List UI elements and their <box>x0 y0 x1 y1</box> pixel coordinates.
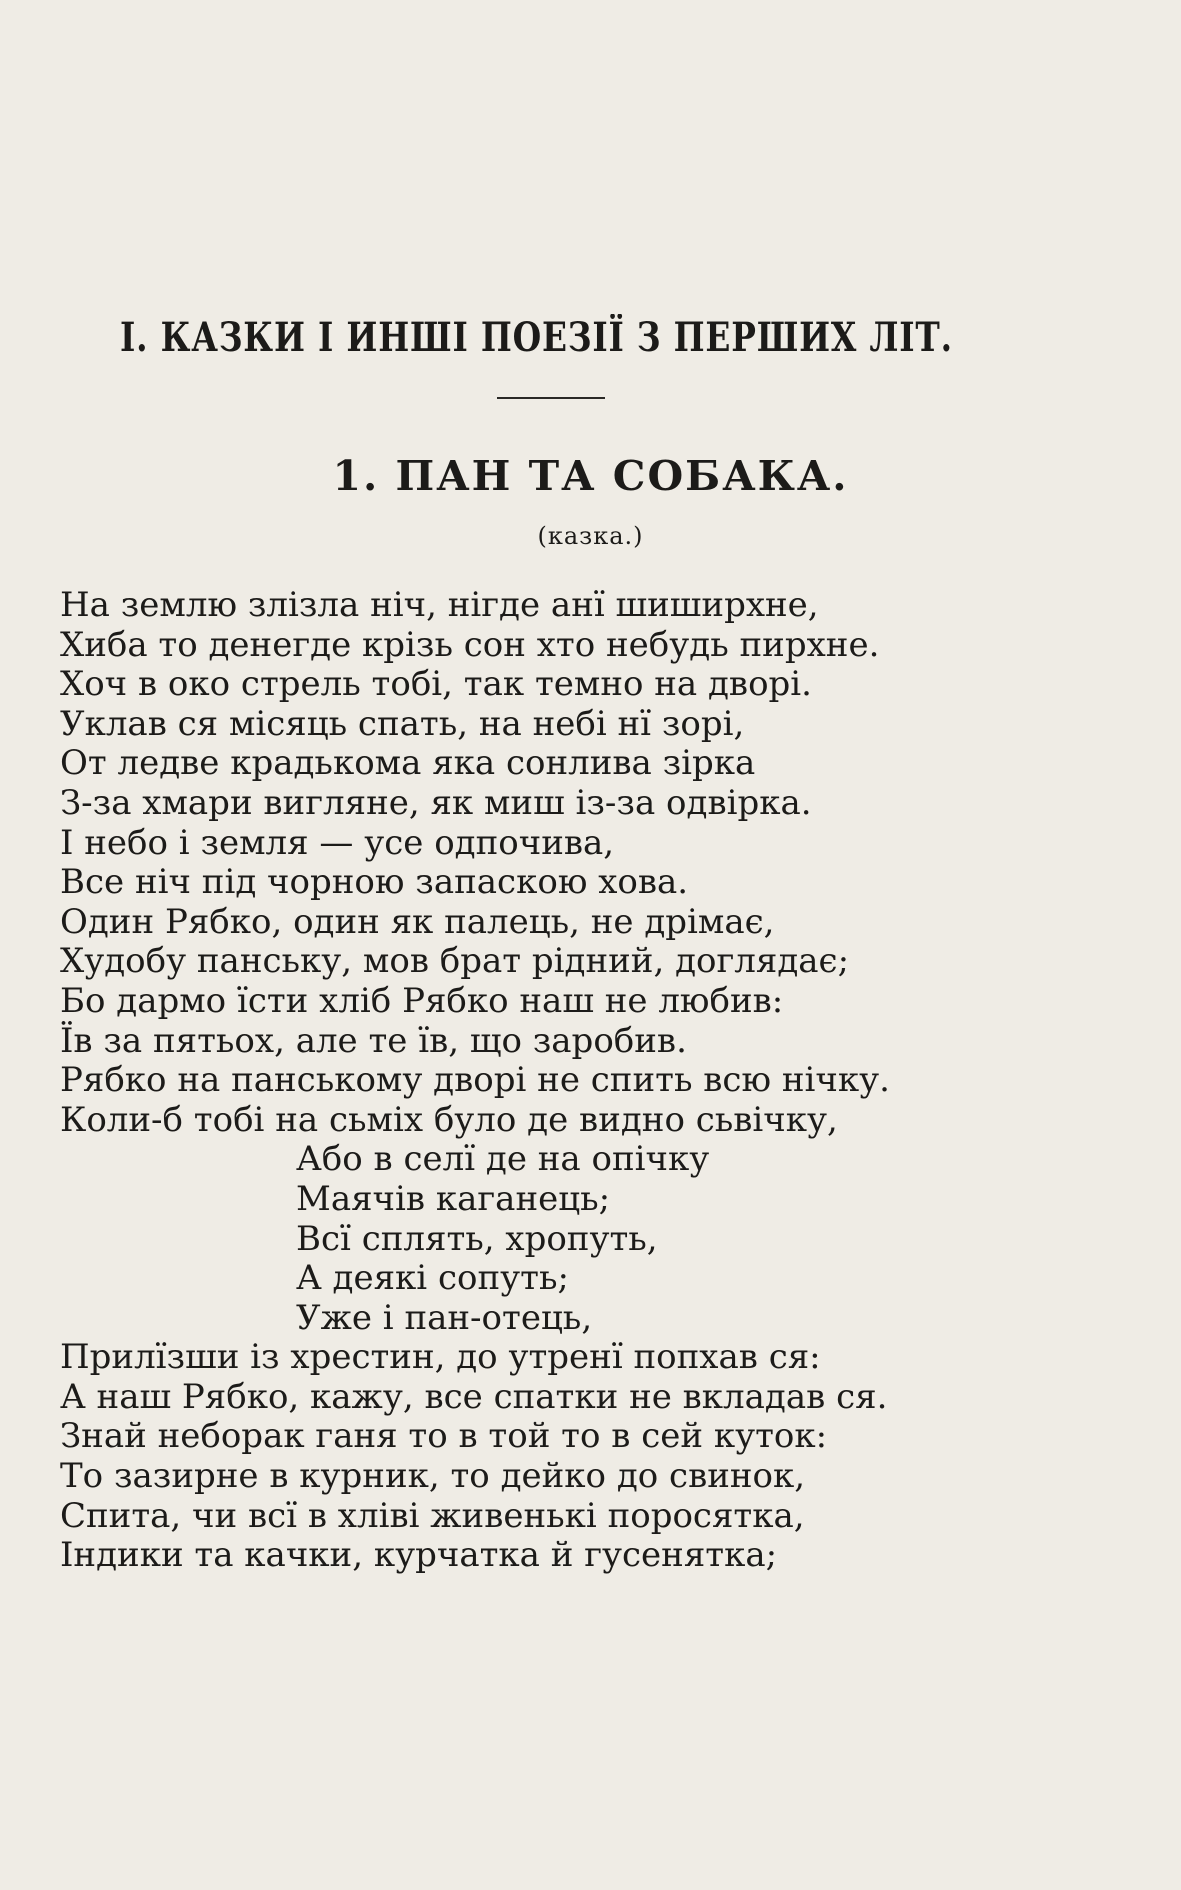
poem-title: 1. ПАН ТА СОБАКА. <box>332 452 849 500</box>
poem-line: А наш Рябко, кажу, все спатки не вкладав ся. <box>60 1376 888 1417</box>
poem-line-indented: Маячів каганець; <box>296 1178 611 1219</box>
poem-line: Хоч в око стрель тобі, так темно на дворі. <box>60 664 812 705</box>
poem-line: Хиба то денегде крізь сон хто небудь пирхне. <box>60 624 880 665</box>
poem-line: На землю злізла ніч, нігде анї шиширхне, <box>60 585 819 625</box>
poem-line: Худобу панську, мов брат рідний, доглядає; <box>60 941 850 982</box>
section-title: I. КАЗКИ І ИНШІ ПОЕЗІЇ З ПЕРШИХ ЛІТ. <box>120 314 953 361</box>
poem-line: Спита, чи всї в хліві живенькі поросятка, <box>60 1495 805 1536</box>
poem-line-indented: А деякі сопуть; <box>296 1258 569 1299</box>
poem-line: То зазирне в курник, то дейко до свинок, <box>60 1456 806 1497</box>
poem-line: З-за хмари вигляне, як миш із-за одвірка. <box>60 782 812 823</box>
poem-line: Все ніч під чорною запаскою хова. <box>60 862 689 903</box>
poem-line-indented: Уже і пан-отець, <box>296 1297 593 1338</box>
poem-line: Уклав ся місяць спать, на небі нї зорі, <box>60 703 745 744</box>
poem-line: І небо і земля — усе одпочива, <box>60 822 615 863</box>
poem-line: Прилїзши із хрестин, до утренї попхав ся: <box>60 1337 821 1378</box>
poem-line: Їв за пятьох, але те їв, що заробив. <box>60 1020 687 1061</box>
poem-line: Коли-б тобі на сьміх було де видно сьвічку, <box>60 1099 838 1140</box>
title-divider <box>497 397 605 399</box>
poem-line: Один Рябко, один як палець, не дрімає, <box>60 901 775 942</box>
poem-line: Індики та качки, курчатка й гусенятка; <box>60 1535 778 1576</box>
poem-line-indented: Всї сплять, хропуть, <box>296 1218 658 1259</box>
poem-line: Знай неборак ганя то в той то в сей куток: <box>60 1416 828 1457</box>
poem-line: Бо дармо їсти хліб Рябко наш не любив: <box>60 980 784 1021</box>
poem-line: От ледве крадькома яка сонлива зірка <box>60 743 756 784</box>
poem-subtitle: (казка.) <box>537 522 644 550</box>
poem-line-indented: Або в селї де на опічку <box>296 1139 710 1180</box>
poem-line: Рябко на панському дворі не спить всю нічку. <box>60 1060 890 1101</box>
poem-body <box>60 586 1140 1576</box>
